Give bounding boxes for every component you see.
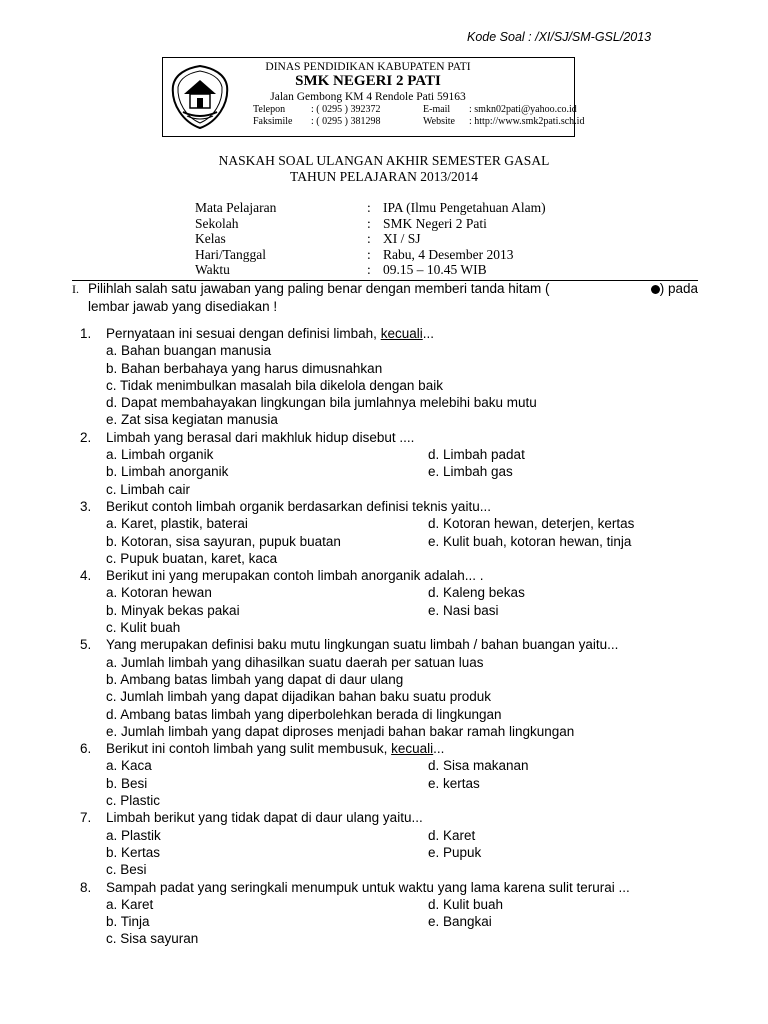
question-text: Berikut ini contoh limbah yang sulit membusuk,	[106, 741, 392, 757]
option-d: d. Limbah padat	[428, 447, 525, 463]
option-c: c. Besi	[106, 862, 147, 878]
option-d: d. Dapat membahayakan lingkungan bila jumlahnya melebihi baku mutu	[106, 395, 537, 411]
question-number: 6.	[80, 741, 92, 757]
option-e: e. Bangkai	[428, 914, 492, 930]
option-e: e. Pupuk	[428, 844, 482, 860]
question-number: 1.	[80, 326, 92, 341]
exam-info	[195, 200, 546, 278]
option-e: e. Zat sisa kegiatan manusia	[106, 412, 278, 428]
title-line-1: NASKAH SOAL ULANGAN AKHIR SEMESTER GASAL	[218, 153, 550, 168]
info-value: SMK Negeri 2 Pati	[383, 215, 487, 231]
letterhead-fax-row	[253, 116, 585, 128]
question-keyword: kecuali	[380, 326, 423, 341]
instruction-part-1: Pilihlah salah satu jawaban yang paling benar dengan memberi tanda hitam (	[88, 281, 550, 296]
option-a: a. Karet	[106, 896, 154, 912]
question-number: 4.	[80, 568, 92, 584]
question-3	[80, 498, 700, 567]
question-text: Limbah yang berasal dari makhluk hidup disebut ....	[106, 429, 415, 445]
option-c: c. Plastic	[106, 793, 161, 809]
option-a: a. Bahan buangan manusia	[106, 343, 272, 359]
website-label: Website	[423, 116, 455, 127]
school-logo-icon	[169, 64, 231, 130]
info-key: Mata Pelajaran	[195, 200, 277, 215]
email-label: E-mail	[423, 104, 451, 115]
info-value: Rabu, 4 Desember 2013	[383, 246, 514, 262]
info-row: Mata Pelajaran : IPA (Ilmu Pengetahuan Alam)	[195, 200, 546, 215]
info-value: 09.15 – 10.45 WIB	[383, 262, 487, 277]
option-a: a. Kaca	[106, 758, 152, 774]
option-d: d. Kaleng bekas	[428, 585, 525, 601]
title-line-2: TAHUN PELAJARAN 2013/2014	[290, 169, 478, 184]
info-value: XI / SJ	[383, 231, 421, 246]
option-d: d. Kotoran hewan, deterjen, kertas	[428, 516, 635, 532]
info-key: Hari/Tanggal	[195, 246, 267, 262]
fax-value: : ( 0295 ) 381298	[311, 116, 381, 127]
question-text: Pernyataan ini sesuai dengan definisi limbah,	[106, 326, 381, 341]
option-d: d. Karet	[428, 827, 476, 843]
website-value: : http://www.smk2pati.sch.id	[469, 116, 585, 127]
letterhead-school-name: SMK NEGERI 2 PATI	[295, 73, 441, 89]
instruction-line-2: lembar jawab yang disediakan !	[88, 299, 278, 314]
document-title	[0, 153, 768, 185]
question-number: 2.	[80, 429, 92, 445]
letterhead-address: Jalan Gembong KM 4 Rendole Pati 59163	[270, 91, 466, 103]
letterhead-phone-row	[253, 104, 577, 116]
letterhead	[162, 57, 585, 137]
option-b: b. Ambang batas limbah yang dapat di daur ulang	[106, 671, 404, 687]
question-text: Limbah berikut yang tidak dapat di daur ulang yaitu...	[106, 810, 423, 826]
info-row: Waktu : 09.15 – 10.45 WIB	[195, 262, 487, 277]
option-a: a. Kotoran hewan	[106, 585, 212, 601]
option-e: e. Kulit buah, kotoran hewan, tinja	[428, 533, 632, 549]
phone-label: Telepon	[253, 104, 286, 115]
question-ellipsis: ...	[422, 326, 434, 341]
option-b: b. Kotoran, sisa sayuran, pupuk buatan	[106, 533, 341, 549]
option-e: e. Limbah gas	[428, 464, 513, 480]
info-key: Sekolah	[195, 215, 239, 231]
option-c: c. Pupuk buatan, karet, kaca	[106, 550, 278, 566]
option-b: b. Minyak bekas pakai	[106, 602, 240, 618]
option-a: a. Jumlah limbah yang dihasilkan suatu daerah per satuan luas	[106, 654, 484, 670]
question-keyword: kecuali	[391, 741, 434, 757]
question-number: 5.	[80, 637, 92, 653]
option-c: c. Jumlah limbah yang dapat dijadikan bahan baku suatu produk	[106, 689, 492, 705]
filled-circle-icon	[651, 285, 660, 294]
question-number: 3.	[80, 498, 92, 514]
option-c: c. Tidak menimbulkan masalah bila dikelola dengan baik	[106, 377, 443, 393]
question-ellipsis: ...	[433, 741, 445, 757]
fax-label: Faksimile	[253, 116, 293, 127]
info-row: Hari/Tanggal : Rabu, 4 Desember 2013	[195, 246, 514, 262]
instruction-part-2: ) pada	[659, 281, 698, 296]
option-b: b. Kertas	[106, 844, 161, 860]
option-a: a. Karet, plastik, baterai	[106, 516, 248, 532]
question-7	[80, 809, 700, 878]
option-b: b. Limbah anorganik	[106, 464, 229, 480]
section-number: I.	[72, 282, 79, 296]
info-key: Waktu	[195, 262, 230, 277]
info-row: Kelas : XI / SJ	[195, 231, 421, 246]
question-2	[80, 429, 700, 498]
option-a: a. Plastik	[106, 827, 161, 843]
option-a: a. Limbah organik	[106, 447, 214, 463]
option-b: b. Bahan berbahaya yang harus dimusnahkan	[106, 360, 383, 376]
option-d: d. Kulit buah	[428, 896, 504, 912]
option-c: c. Sisa sayuran	[106, 931, 199, 947]
info-key: Kelas	[195, 231, 226, 246]
info-value: IPA (Ilmu Pengetahuan Alam)	[383, 200, 546, 215]
option-c: c. Kulit buah	[106, 620, 181, 636]
option-b: b. Besi	[106, 775, 148, 791]
info-row: Sekolah : SMK Negeri 2 Pati	[195, 215, 487, 231]
instructions	[72, 280, 698, 315]
email-value: : smkn02pati@yahoo.co.id	[469, 104, 577, 115]
option-e: e. kertas	[428, 775, 480, 791]
question-text: Berikut ini yang merupakan contoh limbah anorganik adalah... .	[106, 568, 484, 584]
phone-value: : ( 0295 ) 392372	[311, 104, 381, 115]
question-text: Sampah padat yang seringkali menumpuk untuk waktu yang lama karena sulit terurai ...	[106, 879, 630, 895]
option-e: e. Jumlah limbah yang dapat diproses menjadi bahan bakar ramah lingkungan	[106, 723, 575, 739]
question-text: Berikut contoh limbah organik berdasarkan definisi teknis yaitu...	[106, 498, 491, 514]
option-d: d. Sisa makanan	[428, 758, 529, 774]
question-6	[80, 740, 700, 809]
option-c: c. Limbah cair	[106, 481, 191, 497]
option-d: d. Ambang batas limbah yang diperbolehkan berada di lingkungan	[106, 706, 502, 722]
question-5	[80, 636, 700, 740]
letterhead-dinas: DINAS PENDIDIKAN KABUPATEN PATI	[265, 61, 471, 73]
question-4	[80, 567, 700, 636]
kode-soal: Kode Soal : /XI/SJ/SM-GSL/2013	[467, 30, 652, 44]
option-e: e. Nasi basi	[428, 602, 499, 618]
option-b: b. Tinja	[106, 914, 150, 930]
question-text: Yang merupakan definisi baku mutu lingkungan suatu limbah / bahan buangan yaitu...	[106, 637, 619, 653]
question-8	[80, 879, 700, 948]
question-number: 7.	[80, 810, 92, 826]
question-number: 8.	[80, 879, 92, 895]
question-1	[80, 325, 700, 429]
question-list	[80, 325, 700, 948]
